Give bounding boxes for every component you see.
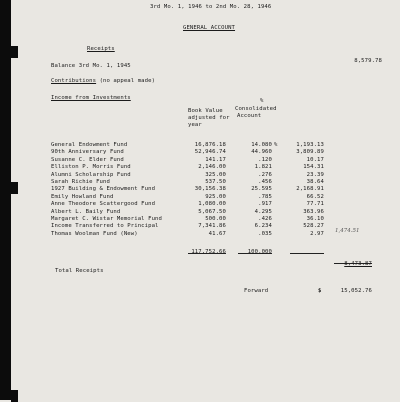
balance-value: 8,579.78	[354, 58, 382, 64]
binding-notch	[11, 46, 18, 58]
fund-percent: 44.960	[251, 149, 272, 156]
fund-percent: 4.295	[254, 208, 272, 215]
consolidated-header-1: Consolidated	[235, 106, 277, 112]
fund-name: Albert L. Baily Fund	[51, 208, 121, 215]
fund-percent: .785	[258, 193, 272, 200]
handwritten-note: 1,474.51	[335, 228, 360, 234]
fund-name: Income Transferred to Principal	[51, 223, 159, 230]
contributions-label: Contributions	[51, 78, 97, 84]
fund-name: Emily Howland Fund	[51, 193, 114, 200]
book-value-header-3: year	[188, 122, 202, 128]
fund-amount: 154.31	[303, 164, 324, 171]
fund-name: Alumni Scholarship Fund	[51, 171, 131, 178]
forward-dollar-sign: $	[318, 288, 322, 294]
total-receipts-label: Total Receipts	[55, 268, 104, 274]
fund-book-value: 30,156.38	[194, 186, 226, 193]
binding-notch	[11, 182, 18, 194]
fund-amount: 66.52	[306, 193, 324, 200]
fund-book-value: 52,946.74	[194, 149, 226, 156]
fund-percent: 6.234	[254, 223, 272, 230]
date-range: 3rd Mo. 1, 1946 to 2nd Mo. 28, 1946	[150, 4, 272, 10]
fund-amount: 38.64	[306, 179, 324, 185]
fund-name: Margaret C. Wistar Memorial Fund	[51, 216, 162, 222]
fund-amount: 77.71	[306, 201, 324, 208]
fund-name: Sarah Richie Fund	[51, 179, 110, 185]
book-value-header-1: Book Value	[188, 108, 223, 114]
fund-name: 90th Anniversary Fund	[51, 149, 124, 156]
receipts-heading: Receipts	[87, 46, 115, 52]
page-title: GENERAL ACCOUNT	[183, 25, 236, 31]
fund-book-value: 7,341.86	[198, 223, 226, 230]
fund-book-value: 5,067.50	[198, 208, 226, 215]
income-heading: Income from Investments	[51, 95, 131, 101]
fund-name: Susanne C. Elder Fund	[51, 156, 124, 163]
fund-book-value: 925.00	[205, 193, 226, 200]
consolidated-header-2: Account	[237, 113, 262, 119]
fund-name: Anne Theodore Scattergood Fund	[51, 201, 156, 208]
fund-percent-sign: %	[274, 142, 278, 148]
fund-percent: .035	[258, 230, 272, 237]
fund-percent: .456	[258, 179, 272, 185]
fund-book-value: 537.50	[205, 179, 226, 185]
pct-total: 100.000	[247, 249, 272, 255]
forward-label: Forward	[244, 288, 269, 294]
fund-percent: .917	[258, 201, 272, 208]
contributions-note: (no appeal made)	[99, 78, 156, 84]
fund-amount: 2.97	[310, 230, 324, 237]
balance-label: Balance 3rd Mo. 1, 1945	[51, 63, 131, 69]
fund-percent: 14.080	[251, 142, 272, 148]
fund-book-value: 141.17	[205, 156, 226, 163]
fund-book-value: 16,876.18	[194, 142, 226, 148]
fund-percent: .120	[258, 156, 272, 163]
fund-amount: 2,168.91	[296, 186, 324, 193]
fund-percent: 1.821	[254, 164, 272, 171]
contributions-line	[51, 78, 155, 85]
fund-amount: 363.96	[303, 208, 324, 215]
fund-percent: 25.595	[251, 186, 272, 193]
percent-header: %	[260, 98, 264, 104]
fund-name: Elliston P. Morris Fund	[51, 164, 131, 171]
fund-amount: 10.17	[306, 156, 324, 163]
fund-name: 1927 Building & Endowment Fund	[51, 186, 156, 193]
fund-amount: 36.10	[306, 216, 324, 222]
fund-book-value: 325.00	[205, 171, 226, 178]
fund-amount: 1,193.13	[296, 142, 324, 148]
fund-book-value: 2,146.00	[198, 164, 226, 171]
fund-amount: 3,809.89	[296, 149, 324, 156]
fund-book-value: 500.00	[205, 216, 226, 222]
amount-underline	[290, 253, 324, 254]
fund-amount: 528.27	[303, 223, 324, 230]
binding-notch	[11, 390, 18, 402]
total-receipts-value: 8,473.87	[344, 261, 372, 267]
fund-percent: .276	[258, 171, 272, 178]
book-value-header-2: adjusted for	[188, 115, 230, 121]
fund-percent: .426	[258, 216, 272, 222]
fund-book-value: 41.67	[208, 230, 226, 237]
binding-strip	[0, 0, 11, 400]
forward-value: 15,052.76	[340, 288, 372, 294]
book-total: 117,752.66	[191, 249, 226, 255]
fund-book-value: 1,080.00	[198, 201, 226, 208]
fund-name: Thomas Woolman Fund (New)	[51, 230, 138, 237]
fund-amount: 23.39	[306, 171, 324, 178]
fund-name: General Endowment Fund	[51, 142, 128, 148]
